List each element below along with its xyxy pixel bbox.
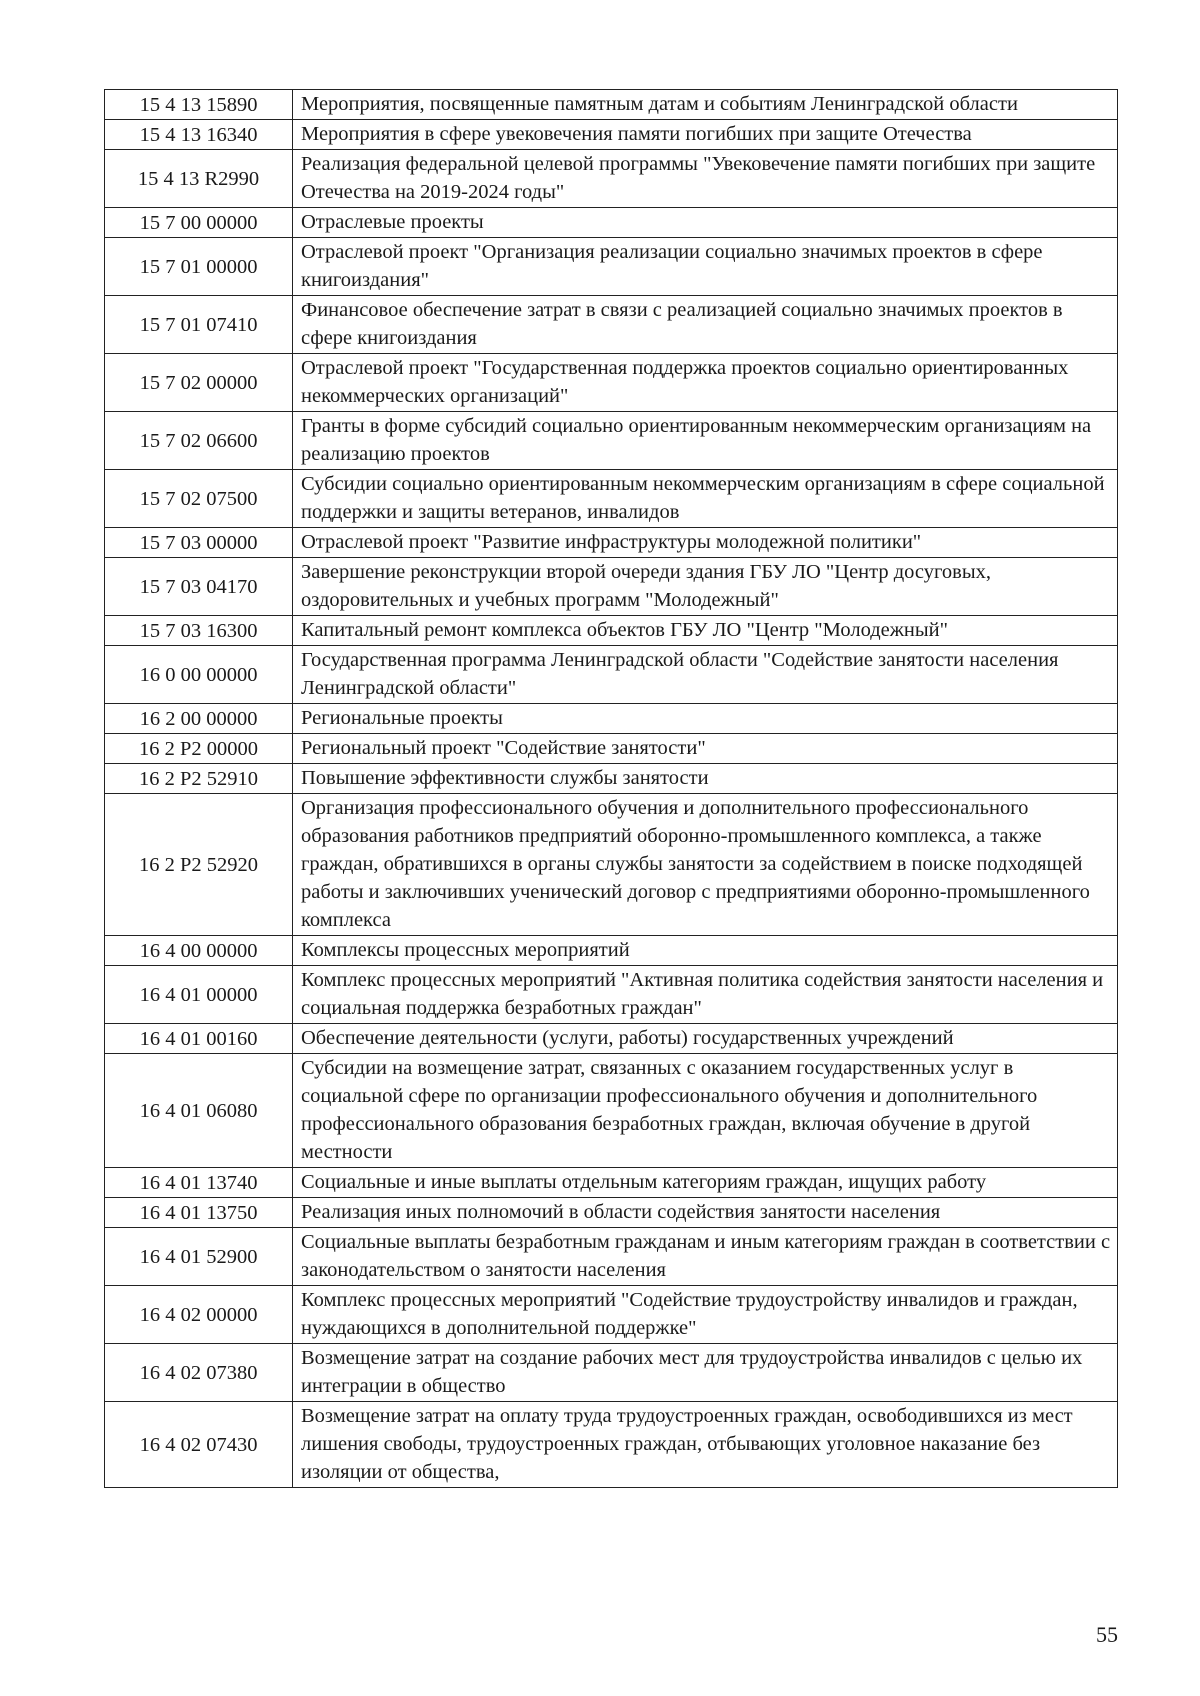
item-name-cell: Социальные выплаты безработным гражданам и иным категориям граждан в соответствии с законодательством о занятости населения (293, 1228, 1118, 1286)
table-body (105, 90, 1118, 1488)
table-row (105, 1024, 1118, 1054)
budget-code-cell: 15 7 03 00000 (105, 528, 293, 558)
item-name-cell: Комплекс процессных мероприятий "Содействие трудоустройству инвалидов и граждан, нуждающихся в дополнительной поддержке" (293, 1286, 1118, 1344)
budget-code-cell: 16 4 01 00000 (105, 966, 293, 1024)
budget-code-cell: 16 4 01 13740 (105, 1168, 293, 1198)
budget-code-cell: 15 4 13 16340 (105, 120, 293, 150)
page-number: 55 (1096, 1622, 1118, 1647)
table-row (105, 1286, 1118, 1344)
budget-code-cell: 15 7 03 16300 (105, 616, 293, 646)
budget-code-cell: 16 2 P2 00000 (105, 734, 293, 764)
table-row (105, 208, 1118, 238)
table-row (105, 1402, 1118, 1488)
table-row (105, 296, 1118, 354)
table-row (105, 966, 1118, 1024)
table-row (105, 120, 1118, 150)
item-name-cell: Комплекс процессных мероприятий "Активная политика содействия занятости населения и социальная поддержка безработных граждан" (293, 966, 1118, 1024)
item-name-cell: Региональный проект "Содействие занятости" (293, 734, 1118, 764)
table-row (105, 238, 1118, 296)
item-name-cell: Финансовое обеспечение затрат в связи с реализацией социально значимых проектов в сфере книгоиздания (293, 296, 1118, 354)
item-name-cell: Отраслевой проект "Развитие инфраструктуры молодежной политики" (293, 528, 1118, 558)
item-name-cell: Субсидии на возмещение затрат, связанных с оказанием государственных услуг в социальной сфере по организации профессионального обучения и дополнительного профессионального образования безработных граждан, включая обучение в другой местности (293, 1054, 1118, 1168)
item-name-cell: Региональные проекты (293, 704, 1118, 734)
budget-code-cell: 16 4 02 07430 (105, 1402, 293, 1488)
item-name-cell: Мероприятия, посвященные памятным датам и событиям Ленинградской области (293, 90, 1118, 120)
budget-code-cell: 16 2 P2 52910 (105, 764, 293, 794)
item-name-cell: Гранты в форме субсидий социально ориентированным некоммерческим организациям на реализацию проектов (293, 412, 1118, 470)
budget-code-cell: 16 4 01 13750 (105, 1198, 293, 1228)
table-row (105, 1344, 1118, 1402)
item-name-cell: Социальные и иные выплаты отдельным категориям граждан, ищущих работу (293, 1168, 1118, 1198)
budget-code-cell: 15 7 00 00000 (105, 208, 293, 238)
item-name-cell: Субсидии социально ориентированным некоммерческим организациям в сфере социальной поддержки и защиты ветеранов, инвалидов (293, 470, 1118, 528)
table-row (105, 1198, 1118, 1228)
table-row (105, 734, 1118, 764)
budget-code-cell: 15 7 02 07500 (105, 470, 293, 528)
item-name-cell: Комплексы процессных мероприятий (293, 936, 1118, 966)
table-row (105, 470, 1118, 528)
budget-code-cell: 15 7 02 06600 (105, 412, 293, 470)
budget-code-cell: 16 2 P2 52920 (105, 794, 293, 936)
table-row (105, 1054, 1118, 1168)
budget-code-cell: 16 2 00 00000 (105, 704, 293, 734)
item-name-cell: Отраслевой проект "Государственная поддержка проектов социально ориентированных некоммерческих организаций" (293, 354, 1118, 412)
table-row (105, 616, 1118, 646)
table-row (105, 646, 1118, 704)
table-row (105, 1228, 1118, 1286)
table-row (105, 90, 1118, 120)
budget-code-cell: 15 4 13 R2990 (105, 150, 293, 208)
table-row (105, 528, 1118, 558)
budget-code-cell: 16 4 00 00000 (105, 936, 293, 966)
budget-code-cell: 16 4 02 07380 (105, 1344, 293, 1402)
item-name-cell: Реализация иных полномочий в области содействия занятости населения (293, 1198, 1118, 1228)
item-name-cell: Отраслевой проект "Организация реализации социально значимых проектов в сфере книгоиздания" (293, 238, 1118, 296)
item-name-cell: Мероприятия в сфере увековечения памяти погибших при защите Отечества (293, 120, 1118, 150)
item-name-cell: Организация профессионального обучения и дополнительного профессионального образования работников предприятий оборонно-промышленного комплекса, а также граждан, обратившихся в органы службы занятости за содействием в поиске подходящей работы и заключивших ученический договор с предприятиями оборонно-промышленного комплекса (293, 794, 1118, 936)
item-name-cell: Отраслевые проекты (293, 208, 1118, 238)
item-name-cell: Повышение эффективности службы занятости (293, 764, 1118, 794)
table-row (105, 558, 1118, 616)
table-row (105, 936, 1118, 966)
budget-code-cell: 15 7 02 00000 (105, 354, 293, 412)
budget-code-cell: 16 4 01 52900 (105, 1228, 293, 1286)
item-name-cell: Обеспечение деятельности (услуги, работы) государственных учреждений (293, 1024, 1118, 1054)
item-name-cell: Реализация федеральной целевой программы "Увековечение памяти погибших при защите Отечества на 2019-2024 годы" (293, 150, 1118, 208)
budget-code-cell: 16 4 01 00160 (105, 1024, 293, 1054)
budget-code-cell: 16 4 02 00000 (105, 1286, 293, 1344)
table-row (105, 150, 1118, 208)
budget-code-cell: 15 7 03 04170 (105, 558, 293, 616)
budget-code-cell: 15 7 01 00000 (105, 238, 293, 296)
budget-code-cell: 15 7 01 07410 (105, 296, 293, 354)
table-row (105, 704, 1118, 734)
table-row (105, 354, 1118, 412)
table-row (105, 412, 1118, 470)
budget-code-cell: 15 4 13 15890 (105, 90, 293, 120)
item-name-cell: Возмещение затрат на создание рабочих мест для трудоустройства инвалидов с целью их интеграции в общество (293, 1344, 1118, 1402)
item-name-cell: Государственная программа Ленинградской области "Содействие занятости населения Ленинградской области" (293, 646, 1118, 704)
budget-code-cell: 16 4 01 06080 (105, 1054, 293, 1168)
item-name-cell: Возмещение затрат на оплату труда трудоустроенных граждан, освободившихся из мест лишения свободы, трудоустроенных граждан, отбывающих уголовное наказание без изоляции от общества, (293, 1402, 1118, 1488)
item-name-cell: Капитальный ремонт комплекса объектов ГБУ ЛО "Центр "Молодежный" (293, 616, 1118, 646)
budget-classification-table (104, 89, 1118, 1488)
table-row (105, 1168, 1118, 1198)
budget-code-cell: 16 0 00 00000 (105, 646, 293, 704)
item-name-cell: Завершение реконструкции второй очереди здания ГБУ ЛО "Центр досуговых, оздоровительных и учебных программ "Молодежный" (293, 558, 1118, 616)
table-row (105, 764, 1118, 794)
table-row (105, 794, 1118, 936)
